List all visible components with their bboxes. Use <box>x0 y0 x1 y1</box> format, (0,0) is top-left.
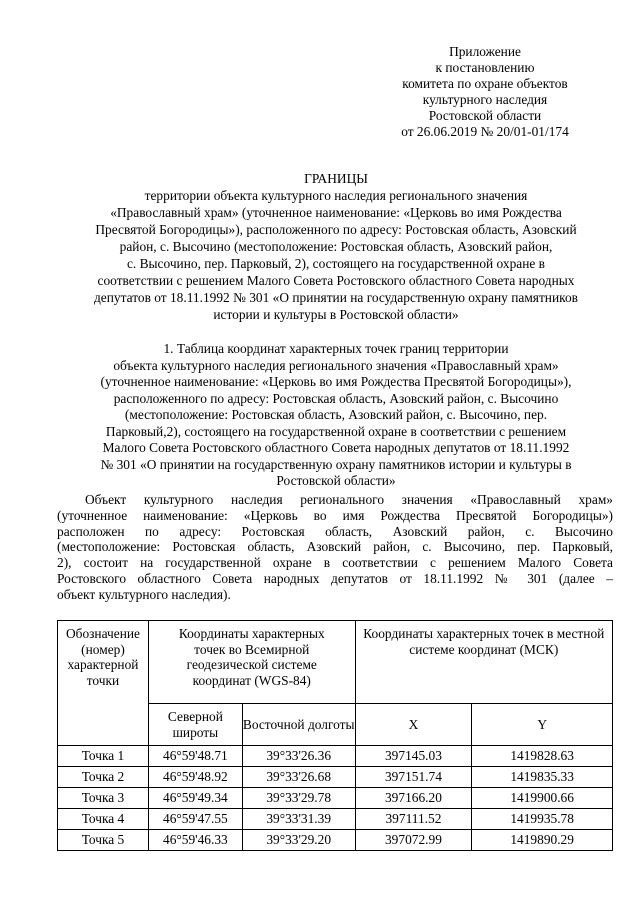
caption-line: Ростовской области» <box>276 473 396 488</box>
point-cell: Точка 2 <box>58 767 149 788</box>
table-header-row <box>58 621 613 704</box>
header-north: Северной широты <box>148 704 242 746</box>
east-cell: 39°33'29.20 <box>242 830 355 851</box>
header-msk: Координаты характерных точек в местной системе координат (МСК) <box>355 621 612 704</box>
title-line: депутатов от 18.11.1992 № 301 «О принятии на государственную охрану памятников <box>93 290 578 305</box>
table-row <box>58 809 613 830</box>
east-cell: 39°33'26.68 <box>242 767 355 788</box>
east-cell: 39°33'26.36 <box>242 746 355 767</box>
east-cell: 39°33'29.78 <box>242 788 355 809</box>
header-point: Обозначение (номер) характерной точки <box>58 621 149 746</box>
x-cell: 397111.52 <box>355 809 472 830</box>
table-row <box>58 788 613 809</box>
table-caption <box>60 341 612 490</box>
y-cell: 1419900.66 <box>472 788 613 809</box>
title-line: территории объекта культурного наследия регионального значения <box>144 188 528 203</box>
point-cell: Точка 3 <box>58 788 149 809</box>
caption-line: Парковый,2), состоящего на государственной охране в соответствии с решением <box>105 423 567 439</box>
x-cell: 397145.03 <box>355 746 472 767</box>
header-east: Восточной долготы <box>242 704 355 746</box>
y-cell: 1419835.33 <box>472 767 613 788</box>
title-line: «Православный храм» (уточненное наименование: «Церковь во имя Рождества <box>110 205 562 220</box>
body-paragraph <box>57 492 613 603</box>
paragraph-line: (местоположение: Ростовская область, Азовский район, с. Высочино, пер. Парковый, <box>57 539 613 555</box>
appendix-line: от 26.06.2019 № 20/01-01/174 <box>401 124 569 139</box>
table-row <box>58 830 613 851</box>
caption-line: объекта культурного наследия регионального значения «Православный храм» <box>113 357 559 373</box>
caption-line: Малого Совета Ростовского областного Совета народных депутатов от 18.11.1992 <box>102 440 570 455</box>
caption-line: расположенного по адресу: Ростовская область, Азовский район, с. Высочино <box>113 390 559 406</box>
header-wgs: Координаты характерных точек во Всемирной геодезической системе координат (WGS-84) <box>148 621 355 704</box>
north-cell: 46°59'46.33 <box>148 830 242 851</box>
appendix-line: комитета по охране объектов <box>402 76 568 91</box>
caption-line: № 301 «О принятии на государственную охрану памятников истории и культуры в <box>100 456 572 472</box>
paragraph-line: 2), состоит на государственной охране в соответствии с решением Малого Совета <box>57 555 613 571</box>
paragraph-line: (уточненное наименование: «Церковь во имя Рождества Пресвятой Богородицы») <box>57 507 613 523</box>
paragraph-line: объект культурного наследия). <box>57 586 231 602</box>
paragraph-line: Объект культурного наследия регионального значения «Православный храм» <box>85 492 613 507</box>
table-row <box>58 746 613 767</box>
appendix-line: культурного наследия <box>422 92 548 107</box>
appendix-line: Ростовской области <box>428 108 542 123</box>
paragraph-line: Ростовского областного Совета народных депутатов от 18.11.1992 № 301 (далее – <box>57 570 613 586</box>
title-line: истории и культуры в Ростовской области» <box>213 307 459 322</box>
x-cell: 397072.99 <box>355 830 472 851</box>
y-cell: 1419890.29 <box>472 830 613 851</box>
y-cell: 1419935.78 <box>472 809 613 830</box>
title-line: соответствии с решением Малого Совета Ростовского областного Совета народных <box>97 273 575 288</box>
title-line: район, с. Высочино (местоположение: Ростовская область, Азовский район, <box>119 239 553 254</box>
caption-line: (уточненное наименование: «Церковь во имя Рождества Пресвятой Богородицы»), <box>100 374 572 389</box>
coordinates-table <box>57 620 613 851</box>
caption-line: (местоположение: Ростовская область, Азовский район, с. Высочино, пер. <box>124 407 548 422</box>
x-cell: 397151.74 <box>355 767 472 788</box>
appendix-block <box>380 44 590 140</box>
north-cell: 46°59'47.55 <box>148 809 242 830</box>
y-cell: 1419828.63 <box>472 746 613 767</box>
point-cell: Точка 5 <box>58 830 149 851</box>
appendix-line: к постановлению <box>435 60 535 75</box>
east-cell: 39°33'31.39 <box>242 809 355 830</box>
north-cell: 46°59'48.71 <box>148 746 242 767</box>
title-line: Пресвятой Богородицы»), расположенного по адресу: Ростовская область, Азовский <box>95 222 577 237</box>
paragraph-line: расположен по адресу: Ростовская область, Азовский район, с. Высочино <box>57 523 613 539</box>
header-y: Y <box>472 704 613 746</box>
caption-line: 1. Таблица координат характерных точек границ территории <box>163 341 509 356</box>
point-cell: Точка 4 <box>58 809 149 830</box>
title-heading: ГРАНИЦЫ <box>304 171 368 186</box>
north-cell: 46°59'49.34 <box>148 788 242 809</box>
appendix-line: Приложение <box>449 44 521 59</box>
north-cell: 46°59'48.92 <box>148 767 242 788</box>
document-title <box>60 170 612 323</box>
title-line: с. Высочино, пер. Парковый, 2), состоящего на государственной охране в <box>126 256 546 271</box>
point-cell: Точка 1 <box>58 746 149 767</box>
table-row <box>58 767 613 788</box>
header-x: X <box>355 704 472 746</box>
x-cell: 397166.20 <box>355 788 472 809</box>
